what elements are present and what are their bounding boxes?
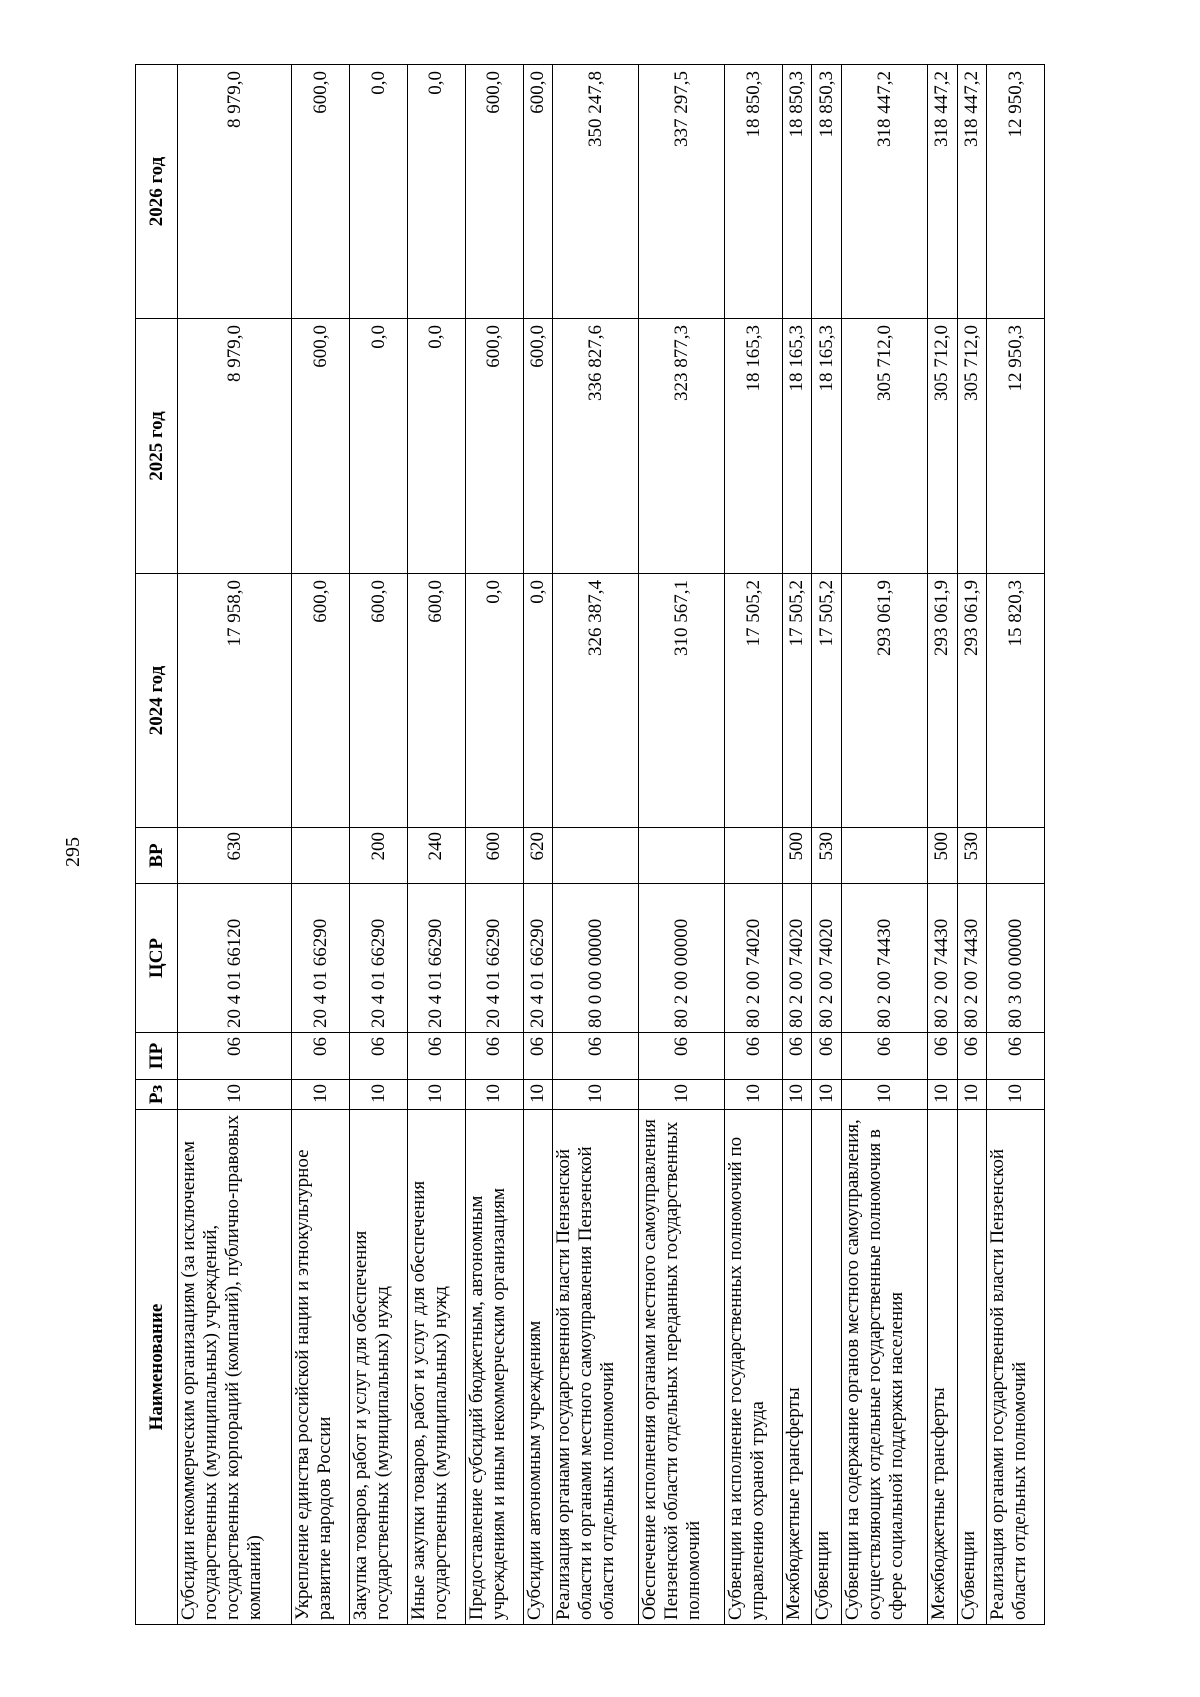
- row-name: Обеспечение исполнения органами местного самоуправления Пензенской области отдельных переданных государственных полномочий: [639, 1110, 725, 1625]
- row-2024: 293 061,9: [841, 574, 927, 828]
- row-2026: 318 447,2: [928, 65, 958, 319]
- row-vr: [841, 828, 927, 884]
- row-2024: 310 567,1: [639, 574, 725, 828]
- row-csr: 80 3 00 00000: [987, 884, 1045, 1033]
- row-2026: 600,0: [292, 65, 350, 319]
- table-row: [639, 65, 725, 1625]
- row-2025: 8 979,0: [178, 319, 292, 574]
- row-2024: 326 387,4: [553, 574, 639, 828]
- budget-table: [135, 64, 1045, 1625]
- row-2026: 600,0: [465, 65, 523, 319]
- table-row: [841, 65, 927, 1625]
- table-row: [292, 65, 350, 1625]
- header-2024: 2024 год: [136, 574, 178, 828]
- row-2025: 600,0: [465, 319, 523, 574]
- row-name: Межбюджетные трансферты: [928, 1110, 958, 1625]
- row-2025: 600,0: [292, 319, 350, 574]
- rotated-table-container: [135, 65, 1045, 1625]
- row-name: Закупка товаров, работ и услуг для обеспечения государственных (муниципальных) нужд: [350, 1110, 408, 1625]
- table-row: [725, 65, 783, 1625]
- table-header-row: [136, 65, 178, 1625]
- row-2024: 17 958,0: [178, 574, 292, 828]
- row-2024: 0,0: [465, 574, 523, 828]
- row-vr: [553, 828, 639, 884]
- row-2024: 17 505,2: [725, 574, 783, 828]
- row-csr: 80 2 00 74020: [782, 884, 812, 1033]
- table-row: [407, 65, 465, 1625]
- row-2025: 305 712,0: [928, 319, 958, 574]
- row-vr: 200: [350, 828, 408, 884]
- row-2025: 18 165,3: [725, 319, 783, 574]
- row-rz: 10: [725, 1080, 783, 1110]
- row-name: Субвенции: [957, 1110, 987, 1625]
- header-pr: ПР: [136, 1033, 178, 1080]
- row-name: Субвенции на содержание органов местного самоуправления, осуществляющих отдельные государственные полномочия в сфере социальной поддержки населения: [841, 1110, 927, 1625]
- row-2024: 293 061,9: [928, 574, 958, 828]
- row-2025: 18 165,3: [812, 319, 842, 574]
- row-csr: 20 4 01 66290: [407, 884, 465, 1033]
- header-2026: 2026 год: [136, 65, 178, 319]
- row-2024: 17 505,2: [812, 574, 842, 828]
- row-rz: 10: [928, 1080, 958, 1110]
- row-name: Субсидии автономным учреждениям: [523, 1110, 553, 1625]
- table-row: [553, 65, 639, 1625]
- row-2025: 0,0: [350, 319, 408, 574]
- row-csr: 80 2 00 00000: [639, 884, 725, 1033]
- row-rz: 10: [292, 1080, 350, 1110]
- row-2024: 17 505,2: [782, 574, 812, 828]
- table-row: [928, 65, 958, 1625]
- row-csr: 80 2 00 74020: [812, 884, 842, 1033]
- row-csr: 80 2 00 74430: [928, 884, 958, 1033]
- row-2026: 337 297,5: [639, 65, 725, 319]
- row-rz: 10: [987, 1080, 1045, 1110]
- row-2024: 600,0: [350, 574, 408, 828]
- row-pr: 06: [523, 1033, 553, 1080]
- row-csr: 20 4 01 66290: [292, 884, 350, 1033]
- header-name: Наименование: [136, 1110, 178, 1625]
- row-name: Субвенции: [812, 1110, 842, 1625]
- row-csr: 80 0 00 00000: [553, 884, 639, 1033]
- row-rz: 10: [639, 1080, 725, 1110]
- row-pr: 06: [553, 1033, 639, 1080]
- row-2026: 0,0: [350, 65, 408, 319]
- row-2024: 293 061,9: [957, 574, 987, 828]
- row-rz: 10: [407, 1080, 465, 1110]
- row-rz: 10: [553, 1080, 639, 1110]
- table-row: [782, 65, 812, 1625]
- row-csr: 20 4 01 66290: [523, 884, 553, 1033]
- row-pr: 06: [350, 1033, 408, 1080]
- row-rz: 10: [957, 1080, 987, 1110]
- row-name: Реализация органами государственной власти Пензенской области и органами местного самоуправления Пензенской области отдельных полномочий: [553, 1110, 639, 1625]
- row-name: Субвенции на исполнение государственных полномочий по управлению охраной труда: [725, 1110, 783, 1625]
- row-vr: 240: [407, 828, 465, 884]
- row-2024: 0,0: [523, 574, 553, 828]
- row-pr: 06: [639, 1033, 725, 1080]
- header-csr: ЦСР: [136, 884, 178, 1033]
- table-row: [957, 65, 987, 1625]
- row-2026: 8 979,0: [178, 65, 292, 319]
- row-2026: 0,0: [407, 65, 465, 319]
- row-pr: 06: [957, 1033, 987, 1080]
- row-pr: 06: [178, 1033, 292, 1080]
- row-vr: 620: [523, 828, 553, 884]
- row-2025: 305 712,0: [841, 319, 927, 574]
- row-pr: 06: [725, 1033, 783, 1080]
- row-rz: 10: [350, 1080, 408, 1110]
- row-2026: 12 950,3: [987, 65, 1045, 319]
- table-row: [987, 65, 1045, 1625]
- row-rz: 10: [782, 1080, 812, 1110]
- row-2025: 0,0: [407, 319, 465, 574]
- row-name: Укрепление единства российской нации и этнокультурное развитие народов России: [292, 1110, 350, 1625]
- row-vr: [639, 828, 725, 884]
- row-vr: [987, 828, 1045, 884]
- row-csr: 80 2 00 74430: [957, 884, 987, 1033]
- row-name: Реализация органами государственной власти Пензенской области отдельных полномочий: [987, 1110, 1045, 1625]
- header-rz: Рз: [136, 1080, 178, 1110]
- row-vr: 600: [465, 828, 523, 884]
- row-name: Предоставление субсидий бюджетным, автономным учреждениям и иным некоммерческим организациям: [465, 1110, 523, 1625]
- row-vr: 630: [178, 828, 292, 884]
- row-pr: 06: [782, 1033, 812, 1080]
- row-name: Иные закупки товаров, работ и услуг для обеспечения государственных (муниципальных) нужд: [407, 1110, 465, 1625]
- row-2026: 350 247,8: [553, 65, 639, 319]
- row-vr: 500: [928, 828, 958, 884]
- row-csr: 80 2 00 74020: [725, 884, 783, 1033]
- header-2025: 2025 год: [136, 319, 178, 574]
- row-pr: 06: [987, 1033, 1045, 1080]
- row-vr: [725, 828, 783, 884]
- row-2026: 600,0: [523, 65, 553, 319]
- row-rz: 10: [841, 1080, 927, 1110]
- row-vr: 530: [812, 828, 842, 884]
- table-row: [523, 65, 553, 1625]
- row-vr: 530: [957, 828, 987, 884]
- row-rz: 10: [465, 1080, 523, 1110]
- row-2025: 12 950,3: [987, 319, 1045, 574]
- row-2025: 600,0: [523, 319, 553, 574]
- row-rz: 10: [178, 1080, 292, 1110]
- row-pr: 06: [812, 1033, 842, 1080]
- row-2026: 318 447,2: [841, 65, 927, 319]
- row-2025: 18 165,3: [782, 319, 812, 574]
- header-vr: ВР: [136, 828, 178, 884]
- row-name: Межбюджетные трансферты: [782, 1110, 812, 1625]
- row-2025: 336 827,6: [553, 319, 639, 574]
- row-2025: 323 877,3: [639, 319, 725, 574]
- page-number: 295: [62, 837, 84, 867]
- row-csr: 80 2 00 74430: [841, 884, 927, 1033]
- row-pr: 06: [465, 1033, 523, 1080]
- row-csr: 20 4 01 66290: [465, 884, 523, 1033]
- row-pr: 06: [292, 1033, 350, 1080]
- row-2026: 18 850,3: [782, 65, 812, 319]
- table-row: [350, 65, 408, 1625]
- row-csr: 20 4 01 66120: [178, 884, 292, 1033]
- row-vr: [292, 828, 350, 884]
- row-pr: 06: [841, 1033, 927, 1080]
- table-row: [465, 65, 523, 1625]
- row-pr: 06: [928, 1033, 958, 1080]
- row-2025: 305 712,0: [957, 319, 987, 574]
- row-2026: 18 850,3: [725, 65, 783, 319]
- row-2026: 318 447,2: [957, 65, 987, 319]
- row-vr: 500: [782, 828, 812, 884]
- row-2024: 15 820,3: [987, 574, 1045, 828]
- row-2024: 600,0: [407, 574, 465, 828]
- row-csr: 20 4 01 66290: [350, 884, 408, 1033]
- table-row: [178, 65, 292, 1625]
- row-name: Субсидии некоммерческим организациям (за исключением государственных (муниципальных) учреждений, государственных корпораций (компаний), публично-правовых компаний): [178, 1110, 292, 1625]
- row-2024: 600,0: [292, 574, 350, 828]
- row-pr: 06: [407, 1033, 465, 1080]
- row-rz: 10: [812, 1080, 842, 1110]
- row-2026: 18 850,3: [812, 65, 842, 319]
- row-rz: 10: [523, 1080, 553, 1110]
- table-row: [812, 65, 842, 1625]
